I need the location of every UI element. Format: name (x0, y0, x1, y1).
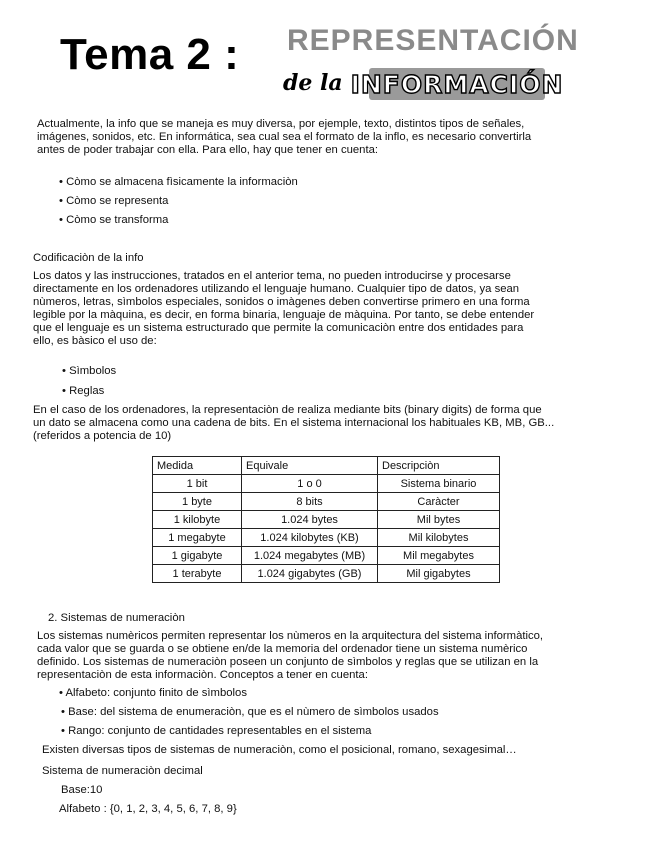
table-row (153, 511, 500, 529)
section-heading-numeracion: 2. Sistemas de numeraciòn (48, 612, 185, 624)
text-line: Los datos y las instrucciones, tratados en el anterior tema, no pueden introducirse y procesarse (33, 270, 511, 282)
table-row (153, 475, 500, 493)
table-cell: 1 byte (153, 493, 242, 511)
table-cell: 8 bits (242, 493, 378, 511)
table-cell: 1 gigabyte (153, 547, 242, 565)
title-representacion: REPRESENTACIÓN (287, 24, 579, 57)
decimal-alphabet: Alfabeto : {0, 1, 2, 3, 4, 5, 6, 7, 8, 9} (59, 803, 237, 815)
text-line: un dato se almacena como una cadena de bits. En el sistema internacional los habituales KB, MB, GB... (33, 417, 555, 429)
decimal-system-heading: Sistema de numeraciòn decimal (42, 765, 203, 777)
list-item: • Còmo se transforma (59, 214, 168, 227)
table-cell: Sistema binario (378, 475, 500, 493)
text-line: que el lenguaje es un sistema estructurado que permite la comunicaciòn entre dos entidades para (33, 322, 524, 334)
text-line: ello, es bàsico el uso de: (33, 335, 157, 347)
text-line: directamente en los ordenadores utilizando el lenguaje humano. Cualquier tipo de datos, ya sean (33, 283, 520, 295)
table-row (153, 547, 500, 565)
section1-after-paragraph (33, 404, 638, 443)
table-cell: Mil kilobytes (378, 529, 500, 547)
intro-paragraph (37, 118, 637, 157)
table-cell: 1.024 gigabytes (GB) (242, 565, 378, 583)
list-item: • Sìmbolos (62, 365, 116, 378)
text-line: nùmeros, letras, sìmbolos especiales, sonidos o imàgenes deben convertirse primero en una forma (33, 296, 530, 308)
intro-line: Actualmente, la info que se maneja es muy diversa, por ejemple, texto, distintos tipos de señales, (37, 118, 525, 130)
table-cell: 1 kilobyte (153, 511, 242, 529)
list-item: • Còmo se almacena fìsicamente la informaciòn (59, 176, 298, 189)
table-cell: Mil megabytes (378, 547, 500, 565)
text-line: representaciòn de esta informaciòn. Conceptos a tener en cuenta: (37, 669, 368, 681)
table-row (153, 565, 500, 583)
table-cell: 1.024 bytes (242, 511, 378, 529)
text-line: legible por la màquina, es decir, en forma binaria, lenguaje de màquina. Por tanto, se debe entender (33, 309, 535, 321)
table-cell: 1 o 0 (242, 475, 378, 493)
numeration-types-text: Existen diversas tipos de sistemas de numeraciòn, como el posicional, romano, sexagesimal… (42, 744, 517, 756)
list-item: • Base: del sistema de enumeraciòn, que es el nùmero de sìmbolos usados (61, 706, 439, 719)
table-cell: Caràcter (378, 493, 500, 511)
text-line: (referidos a potencia de 10) (33, 430, 172, 442)
informacion-logo-text: INFORMACIÓN (350, 70, 564, 99)
text-line: cada valor que se guarda o se obtiene en/de la memoria del ordenador tiene un sistema numèrico (37, 643, 528, 655)
table-cell: Mil gigabytes (378, 565, 500, 583)
table-cell: Mil bytes (378, 511, 500, 529)
intro-line: imágenes, sonidos, etc. En informática, sea cual sea el formato de la inflo, es necesario convertirla (37, 131, 532, 143)
decimal-base: Base:10 (61, 784, 103, 796)
section1-paragraph (33, 270, 638, 348)
table-header-row (153, 457, 500, 475)
text-line: En el caso de los ordenadores, la representaciòn de realiza mediante bits (binary digits) de forma que (33, 404, 542, 416)
intro-line: antes de poder trabajar con ella. Para ello, hay que tener en cuenta: (37, 144, 379, 156)
units-table (152, 456, 500, 583)
list-item: • Còmo se representa (59, 195, 168, 208)
table-cell: 1 bit (153, 475, 242, 493)
table-row (153, 529, 500, 547)
informacion-logo (350, 66, 564, 107)
table-cell: 1 terabyte (153, 565, 242, 583)
section-heading-codificacion: Codificaciòn de la info (33, 252, 144, 264)
table-header: Medida (153, 457, 242, 475)
title-de-la: de la (283, 70, 343, 96)
page-title: Tema 2 : (60, 30, 240, 79)
table-header: Descripciòn (378, 457, 500, 475)
table-cell: 1 megabyte (153, 529, 242, 547)
table-cell: 1.024 kilobytes (KB) (242, 529, 378, 547)
list-item: • Rango: conjunto de cantidades representables en el sistema (61, 725, 371, 738)
table-cell: 1.024 megabytes (MB) (242, 547, 378, 565)
text-line: Los sistemas numèricos permiten representar los nùmeros en la arquitectura del sistema informàtico, (37, 630, 544, 642)
list-item: • Alfabeto: conjunto finito de sìmbolos (59, 687, 247, 700)
table-row (153, 493, 500, 511)
table-header: Equivale (242, 457, 378, 475)
text-line: definido. Los sistemas de numeraciòn poseen un conjunto de sìmbolos y reglas que se utilizan en la (37, 656, 539, 668)
section2-paragraph (37, 630, 637, 682)
list-item: • Reglas (62, 385, 104, 398)
informacion-logo-graphic (350, 66, 564, 102)
